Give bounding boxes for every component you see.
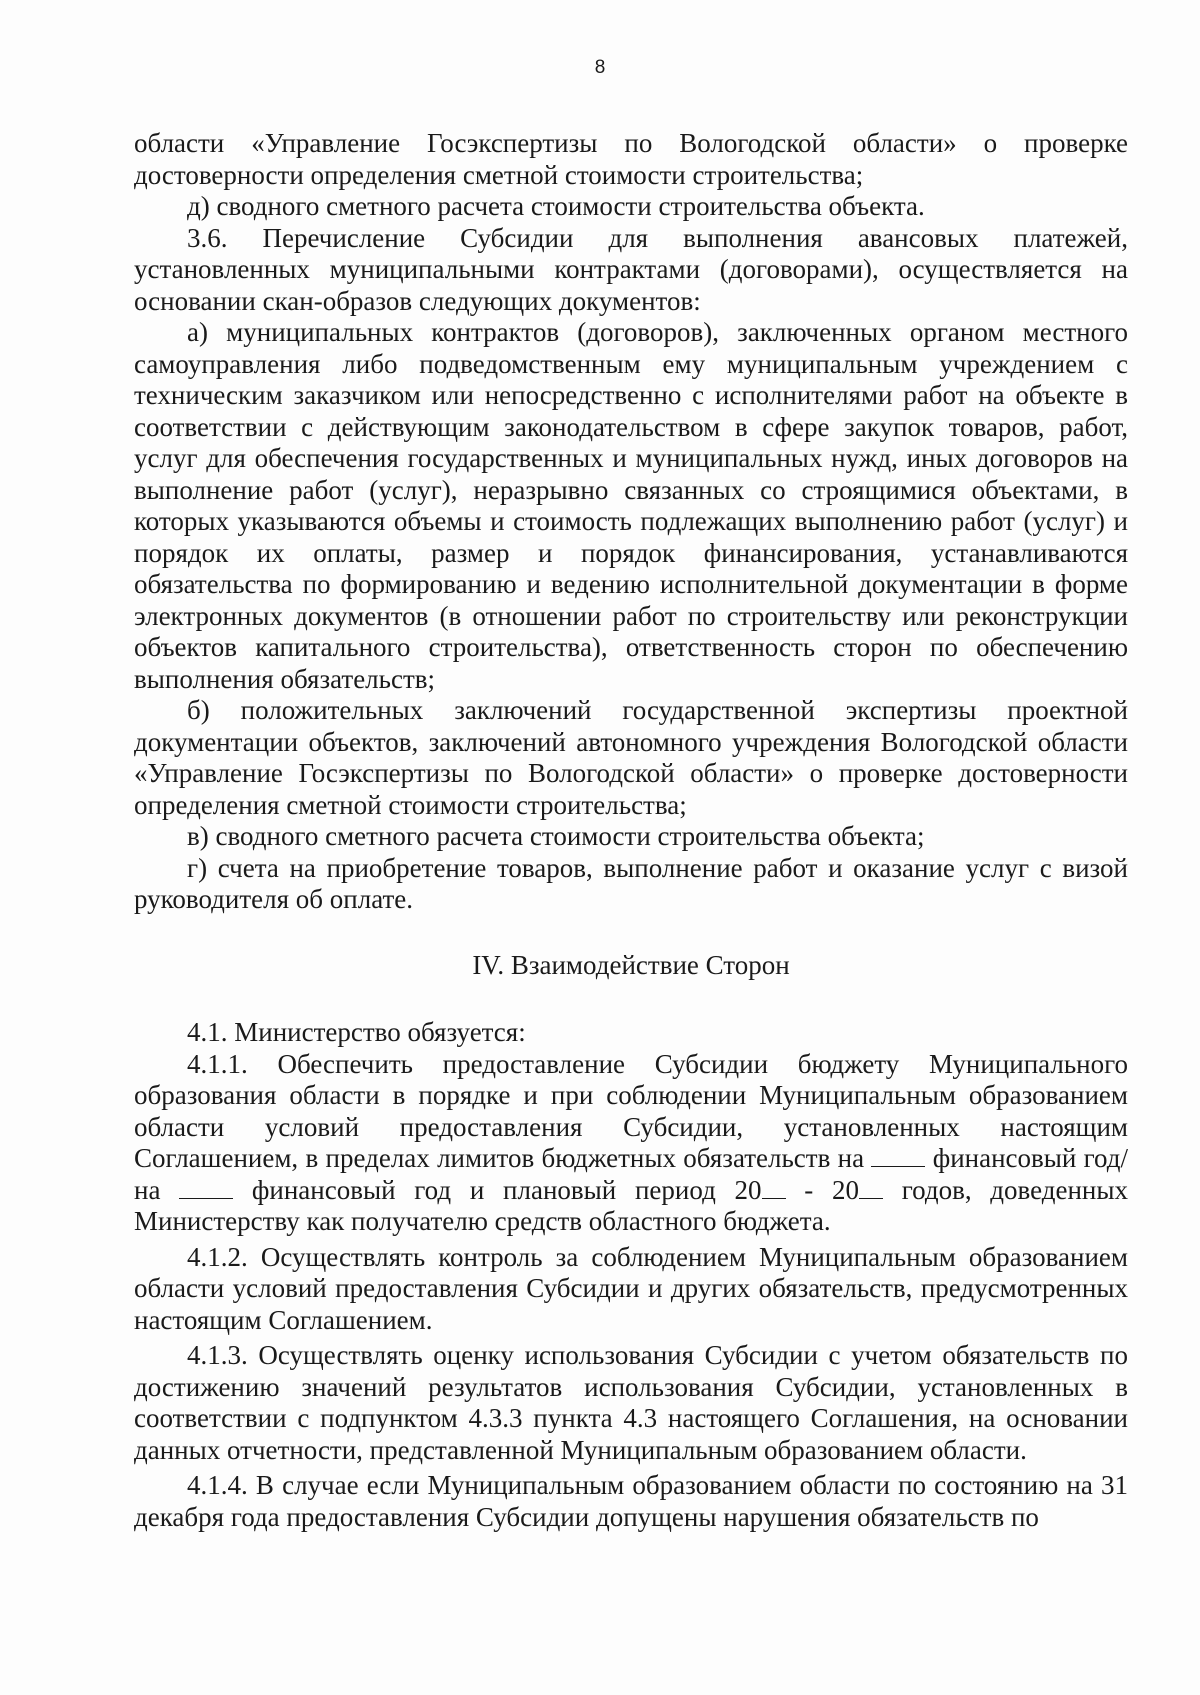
clause-4-1-1-text-1: 4.1.1. Обеспечить предоставление Субсидии бюджету Муниципального образования области в порядке и при соблюдении Муниципальным образованием области условий предоставления Субсидии, установленных настоящим Соглашением, в пределах лимитов бюджетных обязательств на [134, 1048, 1128, 1173]
document-body [134, 128, 1128, 1533]
clause-4-1-1-text-5: годов, доведенных Министерству как получателю средств областного бюджета. [134, 1174, 1129, 1236]
blank-field [179, 1176, 233, 1199]
item-d: д) сводного сметного расчета стоимости строительства объекта. [187, 191, 925, 221]
clause-4-1-3: 4.1.3. Осуществлять оценку использования Субсидии с учетом обязательств по достижению значений результатов использования Субсидии, установленных в соответствии с подпунктом 4.3.3 пункта 4.3 настоящего Соглашения, на основании данных отчетности, представленной Муниципальным образованием области. [134, 1340, 1128, 1465]
clause-3-6: 3.6. Перечисление Субсидии для выполнения авансовых платежей, установленных муниципальными контрактами (договорами), осуществляется на основании скан-образов следующих документов: [134, 222, 1128, 316]
section-heading: IV. Взаимодействие Сторон [472, 949, 790, 980]
item-g: г) счета на приобретение товаров, выполнение работ и оказание услуг с визой руководителя об оплате. [134, 852, 1128, 914]
clause-4-1-1 [134, 1049, 1128, 1238]
clause-4-1-4: 4.1.4. В случае если Муниципальным образованием области по состоянию на 31 декабря года предоставления Субсидии допущены нарушения обязательств по [134, 1470, 1128, 1532]
clause-4-1-2: 4.1.2. Осуществлять контроль за соблюдением Муниципальным образованием области условий предоставления Субсидии и других обязательств, предусмотренных настоящим Соглашением. [134, 1241, 1128, 1335]
clause-4-1-1-text-4: - 20 [804, 1174, 859, 1205]
item-b: б) положительных заключений государственной экспертизы проектной документации объектов, заключений автономного учреждения Вологодской области «Управление Госэкспертизы по Вологодской области» о проверке достоверности определения сметной стоимости строительства; [134, 695, 1128, 820]
blank-field [859, 1176, 883, 1199]
paragraph-continuation: области «Управление Госэкспертизы по Вологодской области» о проверке достоверности определения сметной стоимости строительства; [134, 128, 1128, 190]
page-number: 8 [594, 57, 606, 78]
blank-field [762, 1176, 786, 1199]
blank-field [871, 1144, 925, 1167]
clause-4-1-1-text-3: финансовый год и плановый период 20 [251, 1174, 762, 1205]
clause-4-1: 4.1. Министерство обязуется: [187, 1017, 526, 1047]
item-v: в) сводного сметного расчета стоимости строительства объекта; [187, 821, 925, 851]
item-a: а) муниципальных контрактов (договоров), заключенных органом местного самоуправления либо подведомственным ему муниципальным учреждением с техническим заказчиком или непосредственно с исполнителями работ на объекте в соответствии с действующим законодательством в сфере закупок товаров, работ, услуг для обеспечения государственных и муниципальных нужд, иных договоров на выполнение работ (услуг), неразрывно связанных со строящимися объектами, в которых указываются объемы и стоимость подлежащих выполнению работ (услуг) и порядок их оплаты, размер и порядок финансирования, устанавливаются обязательства по формированию и ведению исполнительной документации в форме электронных документов (в отношении работ по строительству или реконструкции объектов капитального строительства), ответственность сторон по обеспечению выполнения обязательств; [134, 317, 1128, 694]
clause-4-1-1-text-2: финансовый год/на [134, 1143, 1129, 1205]
